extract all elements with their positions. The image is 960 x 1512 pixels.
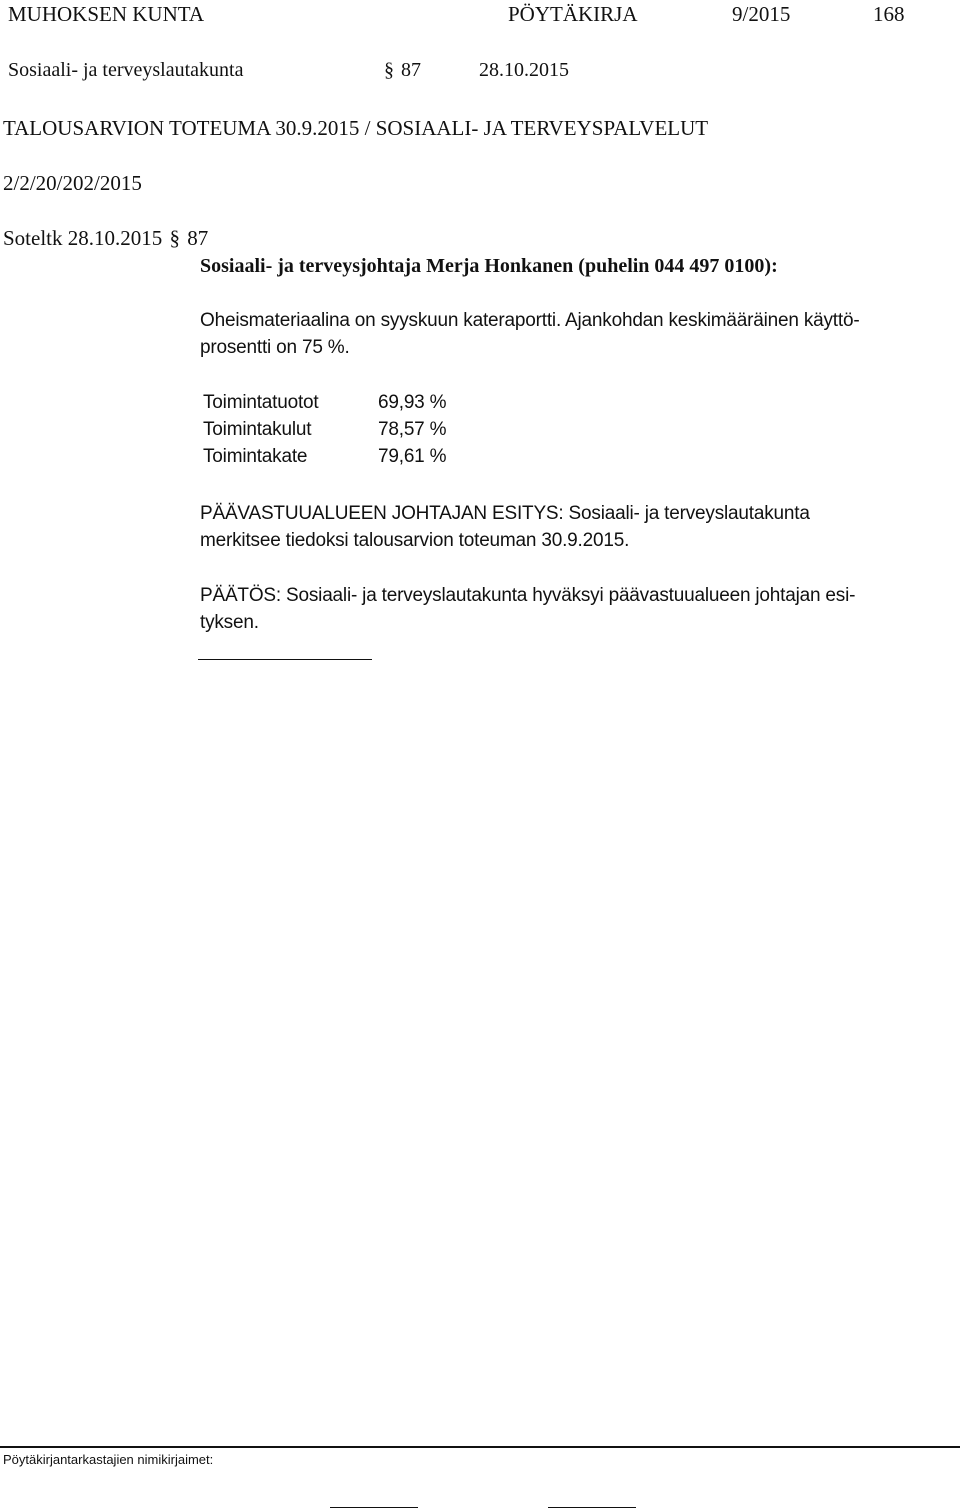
document-type: PÖYTÄKIRJA	[508, 2, 638, 26]
figure-row	[203, 389, 446, 416]
figure-label: Toimintatuotot	[203, 392, 319, 413]
municipality-name: MUHOKSEN KUNTA	[8, 2, 205, 26]
reference-section-number: 87	[187, 226, 209, 250]
intro-line-2: prosentti on 75 %.	[200, 337, 350, 358]
proposal-line-1: PÄÄVASTUUALUEEN JOHTAJAN ESITYS: Sosiaali- ja terveyslautakunta	[200, 503, 810, 524]
document-number: 9/2015	[732, 2, 791, 26]
footer-label: Pöytäkirjantarkastajien nimikirjaimet:	[3, 1452, 214, 1467]
figure-value: 69,93 %	[378, 392, 447, 413]
section-number: 87	[401, 59, 421, 81]
figure-value: 78,57 %	[378, 419, 447, 440]
reference-line	[3, 226, 208, 250]
reference-prefix: Soteltk 28.10.2015	[3, 226, 163, 250]
proposal-line-2: merkitsee tiedoksi talousarvion toteuman 30.9.2015.	[200, 530, 630, 551]
page-number: 168	[873, 2, 905, 26]
footer-rule	[0, 1446, 960, 1448]
initials-line-2	[548, 1507, 636, 1508]
item-title: TALOUSARVION TOTEUMA 30.9.2015 / SOSIAALI- JA TERVEYSPALVELUT	[3, 116, 709, 140]
presenter-line: Sosiaali- ja terveysjohtaja Merja Honkanen (puhelin 044 497 0100):	[200, 255, 778, 277]
meeting-date: 28.10.2015	[479, 59, 569, 81]
section-end-rule	[198, 659, 372, 660]
committee-name: Sosiaali- ja terveyslautakunta	[8, 59, 244, 81]
record-id: 2/2/20/202/2015	[3, 171, 142, 195]
figure-label: Toimintakate	[203, 446, 308, 467]
initials-line-1	[330, 1507, 418, 1508]
intro-line-1: Oheismateriaalina on syyskuun kateraportti. Ajankohdan keskimääräinen käyttö-	[200, 310, 860, 331]
decision-line-1: PÄÄTÖS: Sosiaali- ja terveyslautakunta hyväksyi päävastuualueen johtajan esi-	[200, 585, 856, 606]
figure-label: Toimintakulut	[203, 419, 312, 440]
reference-section-symbol: §	[169, 226, 181, 250]
section-symbol: §	[384, 59, 394, 81]
figure-row	[203, 443, 446, 470]
decision-line-2: tyksen.	[200, 612, 259, 633]
figure-value: 79,61 %	[378, 446, 447, 467]
figure-row	[203, 416, 446, 443]
